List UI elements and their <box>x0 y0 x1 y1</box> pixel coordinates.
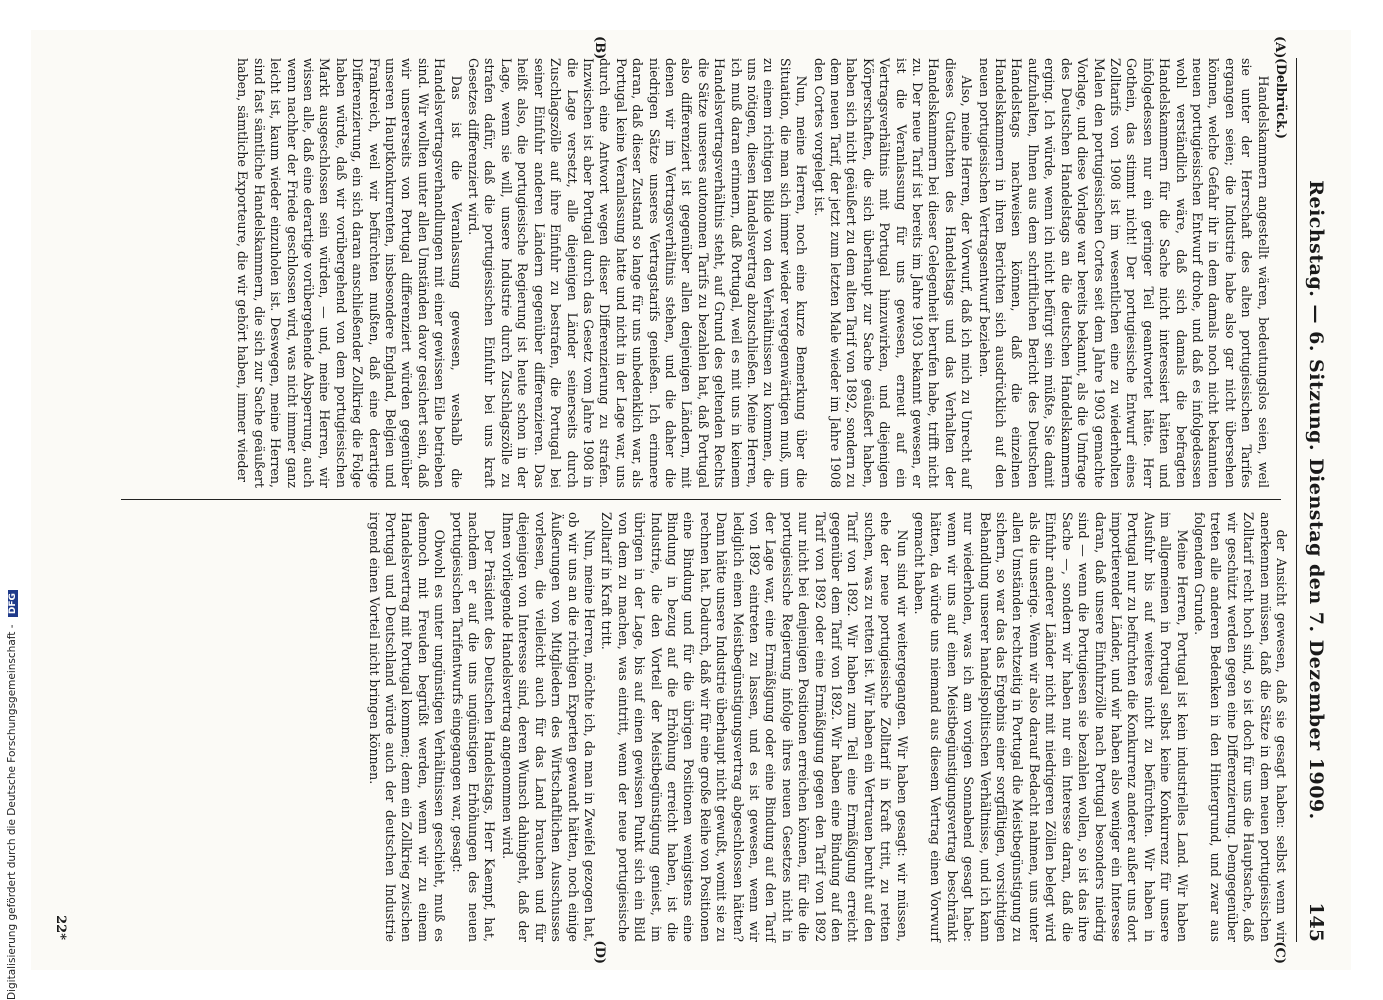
document-page <box>31 30 1351 970</box>
dfg-logo-icon: DFG <box>8 590 18 617</box>
sheet-signature: 22* <box>53 915 68 940</box>
margin-marker-a: (A) <box>1272 36 1287 59</box>
page-number: 145 <box>1305 902 1327 942</box>
footer-text: Digitalisierung gefördert durch die Deutsche Forschungsgemeinschaft - <box>6 624 18 1000</box>
margin-marker-d: (D) <box>592 940 607 964</box>
margin-marker-c: (C) <box>1272 941 1287 964</box>
page-title: Reichstag. — 6. Sitzung. Dienstag den 7. Dezember 1909. <box>1305 180 1327 820</box>
left-column <box>234 58 1289 488</box>
paragraph: Nun, meine Herren, möchte ich, da man in Zweifel gezogen hat, ob wir uns an die richtigen Experten gewandt hätten, noch einige Äußerungen von Mitgliedern des Wirtschaftlichen Ausschusses vorlesen, die vielleicht auch für das Land brauchen und für diejenigen von Interesse sind, deren Wunsch dahingeht, daß der Ihnen vorliegende Handelsvertrag angenommen wird. <box>499 512 597 942</box>
margin-marker-b: (B) <box>592 36 607 60</box>
paragraph: Nun sind wir weitergegangen. Wir haben gesagt: wir müssen, ehe der neue portugiesische Zolltarif in Kraft tritt, zu retten suchen, was zu retten ist. Wir haben ein Vertrauen beruht auf den Tarif von 1892. Wir haben zum Teil eine Ermäßigung erreicht gegenüber dem Tarif von 1892. Wir haben eine Bindung auf den Tarif von 1892 oder eine Ermäßigung gegen den Tarif von 1892 nur nicht bei denjenigen Positionen erreichen können, für die die portugiesische Regierung infolge ihres neuen Gesetzes nicht in der Lage war, eine Ermäßigung oder eine Bindung auf den Tarif von 1892 eintreten zu lassen, und es ist gewesen, wenn wir lediglich einen Meistbegünstigungsvertrag abgeschlossen hätten? Dann hätte unsere Industrie überhaupt nicht gewußt, womit sie zu rechnen hat. Dadurch, daß wir für eine große Reihe von Positionen eine Bindung und für die übrigen Positionen wenigstens eine Bindung in bezug auf die Erhöhung erreicht haben, ist die Industrie, die den Vorteil der Meistbegünstigung geniest, im übrigen in der Lage, bis auf einen gewissen Punkt sich ein Bild von dem zu machen, was eintritt, wenn der neue portugiesische Zolltarif in Kraft tritt. <box>599 512 910 942</box>
speaker-name: (Delbrück.) <box>1274 58 1289 140</box>
paragraph: der Ansicht gewesen, daß sie gesagt haben: selbst wenn wir anerkennen müssen, daß die Sätze in dem neuen portugiesischen Zolltarif recht hoch sind, so ist doch für uns die Hauptsache, daß wir geschützt werden gegen eine Differenzierung. Demgegenüber treten alle anderen Bedenken in den Hintergrund, und zwar aus folgendem Grunde. <box>1191 512 1289 942</box>
paragraph: Das ist die Veranlassung gewesen, weshalb die Handelsvertragsverhandlungen mit einer gewissen Eile betrieben sind. Wir wollten unter allen Umständen davor gesichert sein, daß wir unsererseits von Portugal differenziert würden gegenüber unseren Hauptkonkurrenten, insbesondere England, Belgien und Frankreich, weil wir befürchten mußten, daß eine derartige Differenzierung, ein sich daran anschließender Zollkrieg die Folge haben würde, daß wir vorübergehend von dem portugiesischen Markt ausgeschlossen sein würden, — und, meine Herren, wir wissen alle, daß eine derartige vorübergehende Absperrung, auch wenn nachher der Friede geschlossen wird, was nicht immer ganz leicht ist, kaum wieder einzuholen ist. Deswegen, meine Herren, sind fast sämtliche Handelskammern, die sich zur Sache geäußert haben, sämtliche Exporteure, die wir gehört haben, immer wieder <box>235 58 464 488</box>
column-divider <box>121 499 1281 500</box>
paragraph: Meine Herren, Portugal ist kein industrielles Land. Wir haben im allgemeinen in Portugal selbst keine Konkurrenz für unsere Ausfuhr bis auf weiteres nicht zu befürchten. Wir haben in Portugal nur zu befürchten die Konkurrenz anderer außer uns dort importierender Länder, und wir haben also weniger ein Interesse daran, daß unsere Einfuhrzölle nach Portugal besonders niedrig sind — wenn die Portugiesen sie bezahlen wollen, so ist das ihre Sache —, sondern wir haben nur ein Interesse daran, daß die Einfuhr anderer Länder nicht mit niedrigeren Zöllen belegt wird als die unserige. Wenn wir also darauf Bedacht nahmen, uns unter allen Umständen rechtzeitig in Portugal die Meistbegünstigung zu sichern, so war das das Ergebnis einer sorgfältigen, vorsichtigen Behandlung unserer handelspolitischen Verhältnisse, und ich kann nur wiederholen, was ich am vorigen Sonnabend gesagt habe: wenn wir uns auf einen Meistbegünstigungsvertrag beschränkt hätten, da würde uns niemand aus diesem Vertrag einen Vorwurf gemacht haben. <box>912 512 1190 942</box>
digitization-footer <box>6 20 18 1000</box>
page-header <box>1296 58 1333 942</box>
paragraph: Also, meine Herren, der Vorwurf, daß ich mich zu Unrecht auf dieses Gutachten des Handelstags und das Verhalten der Handelskammern bei dieser Gelegenheit berufen habe, trifft nicht zu. Der neue Tarif ist bereits im Jahre 1903 bekannt gewesen, er ist die Veranlassung für uns gewesen, erneut auf ein Vertragsverhältnis mit Portugal hinzuwirken, und diejenigen Körperschaften, die sich überhaupt zur Sache geäußert haben, haben sich nicht geäußert zu dem alten Tarif von 1892, sondern zu dem neuen Tarif, der jetzt zum letzten Male wieder im Jahre 1908 den Cortes vorgelegt ist. <box>811 58 975 488</box>
right-column <box>365 512 1289 942</box>
paragraph: Der Präsident des Deutschen Handelstags, Herr Kaempf, hat, nachdem er auf die uns ungünstigen Erhöhungen des neuen portugiesischen Tarifentwurfs eingegangen war, gesagt: <box>449 512 498 942</box>
paragraph: Nun, meine Herren, noch eine kurze Bemerkung über die Situation, die man sich immer wieder vergegenwärtigen muß, um zu einem richtigen Bilde von den Verhältnissen zu kommen, die uns nötigen, diesen Handelsvertrag abzuschließen. Meine Herren, ich muß daran erinnern, daß Portugal, weil es mit uns in keinem Handelsvertragsverhältnis steht, auf Grund des geltenden Rechts die Sätze unseres autonomen Tarifs zu bezahlen hat, daß Portugal also differenziert ist gegenüber allen denjenigen Ländern, mit denen wir im Vertragsverhältnis stehen, und die daher die niedrigen Sätze unseres Vertragstarifs genießen. Ich erinnere daran, daß dieser Zustand so lange für uns unbedenklich war, als Portugal keine Veranlassung hatte und nicht in der Lage war, uns durch eine Antwort wegen dieser Differenzierung zu strafen. Inzwischen ist aber Portugal durch das Gesetz vom Jahre 1908 in die Lage versetzt, alle diejenigen Länder seinerseits durch Zuschlagszölle auf ihre Einfuhr zu bestrafen, die Portugal bei seiner Einfuhr anderen Ländern gegenüber differenzieren. Das heißt also, die portugiesische Regierung ist heute schon in der Lage, wenn sie will, unsere Industrie durch Zuschlagszölle zu strafen dafür, daß die portugiesischen Einfuhr bei uns kraft Gesetzes differenziert wird. <box>466 58 810 488</box>
paragraph: Handelskammern angestellt wären, bedeutungslos seien, weil sie unter der Herrschaft des alten portugiesischen Tarifes ergangen seien; die Industrie habe also gar nicht übersehen können, welche Gefahr ihr in dem damals noch nicht bekannten neuen portugiesischen Entwurf drohe, und daß es infolgedessen wohl verständlich wäre, daß sich damals die befragten Handelskammern für die Sache nicht interessiert hätten und infolgedessen nur ein geringer Teil geantwortet hätte. Herr Gothein, das stimmt nicht! Der portugiesische Entwurf eines Zolltarifs von 1908 ist im wesentlichen eine zu wiederholten Malen den portugiesischen Cortes seit dem Jahre 1903 gemachte Vorlage, und diese Vorlage war bereits bekannt, als die Umfrage des Deutschen Handelstags an die deutschen Handelskammern erging. Ich würde, wenn ich nicht befürgt sein müßte, Sie damit aufzuhalten, Ihnen aus dem schriftlichen Bericht des Deutschen Handelstags nachweisen können, daß die einzelnen Handelskammern in ihren Berichten sich ausdrücklich auf den neuen portugiesischen Vertragsentwurf beziehen. <box>976 58 1271 488</box>
quote-paragraph: Obwohl es unter ungünstigen Verhältnissen geschieht, muß es dennoch mit Freuden begrüßt werden, wenn wir zu einem Handelsvertrag mit Portugal kommen; denn ein Zollkrieg zwischen Portugal und Deutschland würde auch der deutschen Industrie irgend einen Vorteil nicht bringen können. <box>366 512 448 942</box>
